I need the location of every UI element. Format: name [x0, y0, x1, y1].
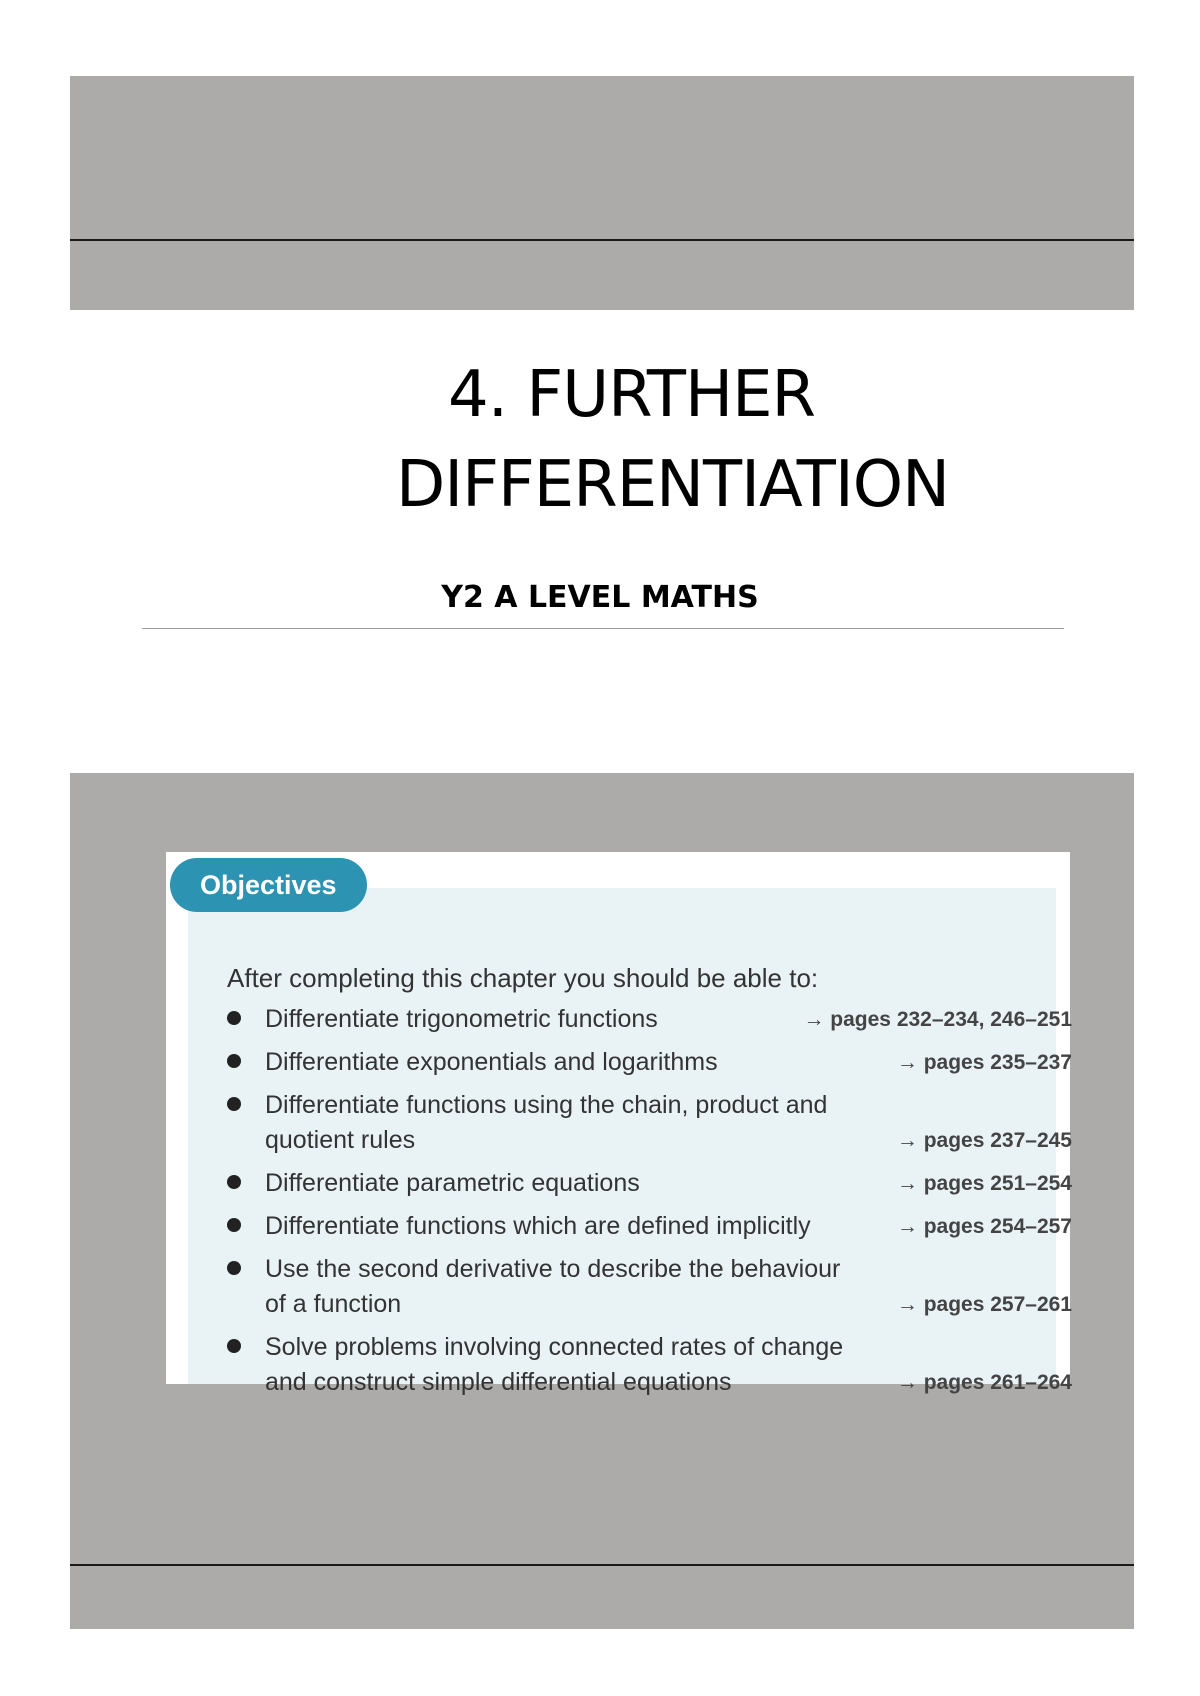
- footer-rule: [70, 1564, 1134, 1566]
- bullet-icon: [227, 1011, 241, 1025]
- objective-pages: → pages 232–234, 246–251: [803, 1008, 1072, 1031]
- objective-text: Differentiate parametric equations: [265, 1169, 640, 1197]
- objective-pages: → pages 254–257: [896, 1215, 1072, 1238]
- objective-text: Differentiate exponentials and logarithms: [265, 1048, 718, 1076]
- objective-pages: → pages 251–254: [896, 1172, 1072, 1195]
- bullet-icon: [227, 1054, 241, 1068]
- objective-pages: → pages 257–261: [896, 1293, 1072, 1316]
- objectives-intro: After completing this chapter you should be able to:: [227, 963, 819, 993]
- objective-pages: → pages 237–245: [896, 1129, 1072, 1152]
- objective-text: Differentiate functions using the chain, product and: [265, 1091, 828, 1119]
- content-band: [70, 773, 1134, 1629]
- objective-text: Use the second derivative to describe the behaviour: [265, 1255, 841, 1283]
- subtitle-divider: [142, 628, 1064, 629]
- bullet-icon: [227, 1218, 241, 1232]
- objective-text: Solve problems involving connected rates of change: [265, 1333, 844, 1361]
- header-rule: [70, 239, 1134, 241]
- bullet-icon: [227, 1175, 241, 1189]
- objectives-card: [166, 852, 1072, 1396]
- objective-pages: → pages 261–264: [896, 1371, 1072, 1394]
- bullet-icon: [227, 1261, 241, 1275]
- objective-text: Differentiate functions which are defined implicitly: [265, 1212, 811, 1240]
- header-band: [70, 76, 1134, 310]
- title-line-1: 4. FURTHER: [448, 358, 815, 432]
- bullet-icon: [227, 1097, 241, 1111]
- objective-text: Differentiate trigonometric functions: [265, 1005, 658, 1033]
- bullet-icon: [227, 1339, 241, 1353]
- objective-pages: → pages 235–237: [896, 1051, 1072, 1074]
- objective-text-cont: quotient rules: [265, 1126, 416, 1154]
- objective-text-cont: and construct simple differential equations: [265, 1368, 732, 1396]
- objectives-panel: [188, 888, 1072, 1396]
- title-line-2: DIFFERENTIATION: [396, 448, 949, 522]
- page-subtitle: Y2 A LEVEL MATHS: [441, 580, 759, 615]
- objectives-tab: Objectives: [170, 858, 367, 912]
- objective-text-cont: of a function: [265, 1290, 402, 1318]
